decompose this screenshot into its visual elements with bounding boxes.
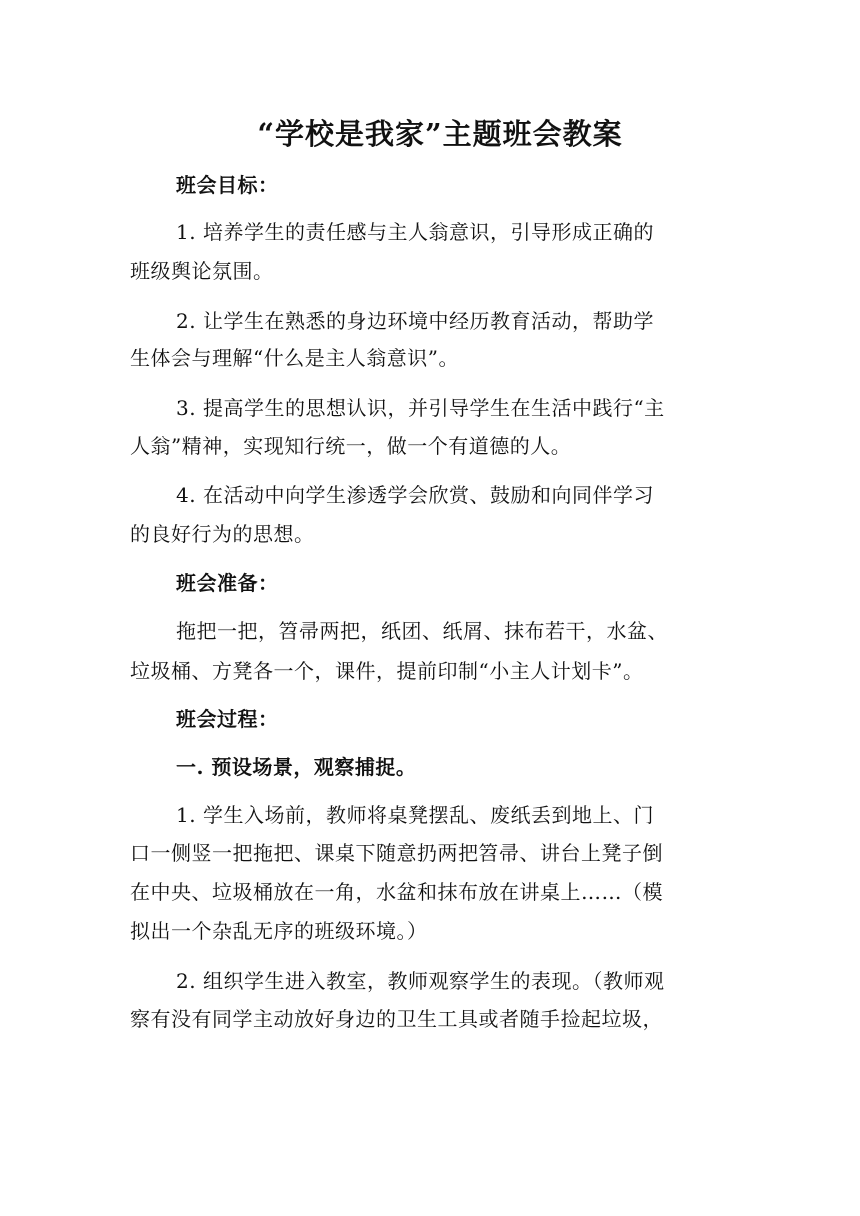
process-item-1-line-2: 口一侧竖一把拖把、课桌下随意扔两把笤帚、讲台上凳子倒 — [130, 841, 663, 865]
objective-3-line-1: 3. 提高学生的思想认识，并引导学生在生活中践行“主 — [176, 396, 665, 420]
document-title: “学校是我家”主题班会教案 — [257, 117, 623, 151]
objective-3-line-2: 人翁”精神，实现知行统一，做一个有道德的人。 — [130, 434, 572, 458]
section-one-heading: 一. 预设场景，观察捕捉。 — [176, 755, 417, 779]
process-item-2-line-1: 2. 组织学生进入教室，教师观察学生的表现。（教师观 — [176, 969, 665, 993]
objective-1-line-2: 班级舆论氛围。 — [130, 259, 274, 283]
process-item-2-line-2: 察有没有同学主动放好身边的卫生工具或者随手捡起垃圾， — [130, 1007, 663, 1031]
objective-4-line-1: 4. 在活动中向学生渗透学会欣赏、鼓励和向同伴学习 — [176, 483, 654, 507]
preparation-line-1: 拖把一把，笤帚两把，纸团、纸屑、抹布若干，水盆、 — [176, 619, 668, 643]
objective-4-line-2: 的良好行为的思想。 — [130, 522, 315, 546]
process-item-1-line-1: 1. 学生入场前，教师将桌凳摆乱、废纸丢到地上、门 — [176, 803, 654, 827]
objective-2-line-1: 2. 让学生在熟悉的身边环境中经历教育活动，帮助学 — [176, 309, 654, 333]
process-item-1-line-4: 拟出一个杂乱无序的班级环境。） — [130, 919, 428, 943]
process-item-1-line-3: 在中央、垃圾桶放在一角，水盆和抹布放在讲桌上……（模 — [130, 880, 663, 904]
objective-2-line-2: 生体会与理解“什么是主人翁意识”。 — [130, 346, 459, 370]
preparation-line-2: 垃圾桶、方凳各一个，课件，提前印制“小主人计划卡”。 — [130, 659, 644, 683]
objectives-heading: 班会目标： — [176, 173, 279, 197]
preparation-heading: 班会准备： — [176, 571, 279, 595]
process-heading: 班会过程： — [176, 707, 279, 731]
objective-1-line-1: 1. 培养学生的责任感与主人翁意识，引导形成正确的 — [176, 220, 654, 244]
